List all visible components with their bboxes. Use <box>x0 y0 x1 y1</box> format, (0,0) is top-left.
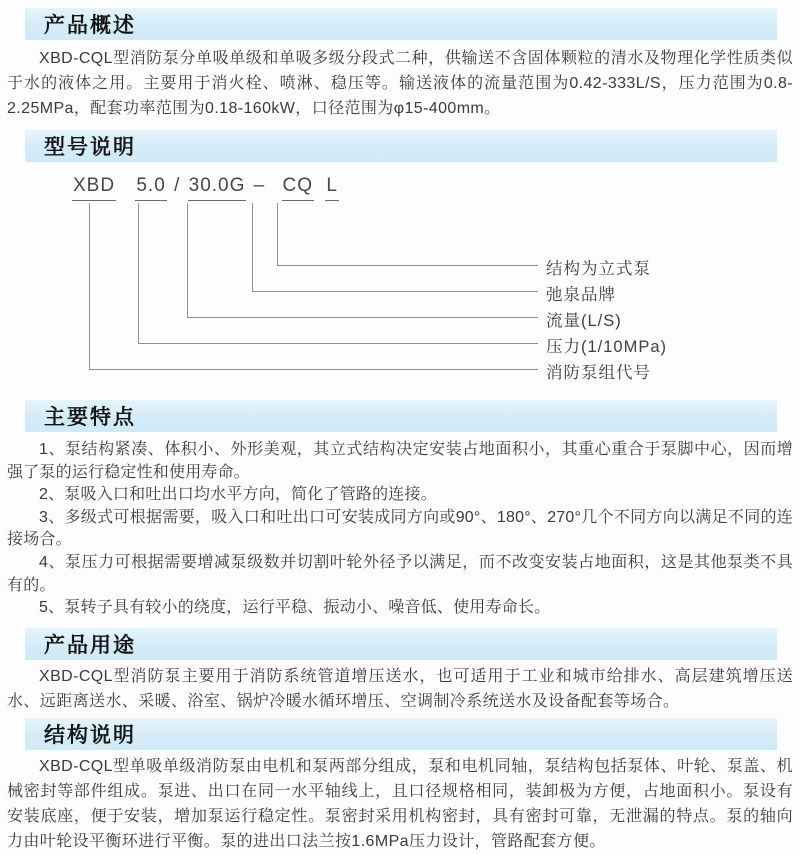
usage-paragraph: XBD-CQL型消防泵主要用于消防系统管道增压送水，也可适用于工业和城市给排水、高层建筑增压送水、远距离送水、采暖、浴室、锅炉冷暖水循环增压、空调制冷系统送水及设备配套等场合。 <box>7 668 793 710</box>
section-header-model <box>25 130 777 162</box>
model-segment-pressure: 5.0 <box>135 175 166 201</box>
diagram-horizontal-line <box>89 369 538 370</box>
feature-item-5: 5、泵转子具有较小的绕度，运行平稳、振动小、噪音低、使用寿命长。 <box>39 599 551 617</box>
feature-item-2: 2、泵吸入口和吐出口均水平方向，简化了管路的连接。 <box>39 486 437 504</box>
section-title-overview: 产品概述 <box>44 14 136 37</box>
section-title-features: 主要特点 <box>44 406 136 429</box>
diagram-label: 结构为立式泵 <box>546 260 651 278</box>
section-header-usage <box>25 628 777 660</box>
diagram-vertical-line <box>138 203 139 343</box>
feature-item-1: 1、泵结构紧凑、体积小、外形美观，其立式结构决定安装占地面积小，其重心重合于泵脚中心，因而增强了泵的运行稳定性和使用寿命。 <box>7 441 793 481</box>
diagram-horizontal-line <box>138 343 538 344</box>
model-segment-type: L <box>325 175 339 201</box>
model-code-diagram <box>0 170 800 402</box>
diagram-label: 流量(L/S) <box>546 312 622 330</box>
diagram-horizontal-line <box>187 317 538 318</box>
feature-item-4: 4、泵压力可根据需要增减泵级数并切割叶轮外径予以满足，而不改变安装占地面积，这是其他泵类不具有的。 <box>7 553 793 594</box>
overview-paragraph: XBD-CQL型消防泵分单吸单级和单吸多级分段式二种，供输送不含固体颗粒的清水及物理化学性质类似于水的液体之用。主要用于消火栓、喷淋、稳压等。输送液体的流量范围为0.42-333L/S，压力范围为0.8-2.25MPa，配套功率范围为0.18-160kW，口径范围为φ15-400mm。 <box>7 50 793 117</box>
section-header-overview <box>25 8 777 40</box>
diagram-label: 消防泵组代号 <box>546 364 651 382</box>
diagram-vertical-line <box>187 203 188 317</box>
features-list <box>7 439 793 620</box>
model-segment-slash: / <box>174 175 181 196</box>
model-segment-flow: 30.0G <box>188 175 247 201</box>
model-code <box>72 175 339 201</box>
diagram-horizontal-line <box>277 265 538 266</box>
section-header-structure <box>25 718 777 750</box>
diagram-vertical-line <box>89 203 90 369</box>
model-segment-dash: – <box>253 175 266 196</box>
structure-paragraph: XBD-CQL型单吸单级消防泵由电机和泵两部分组成，泵和电机同轴，泵结构包括泵体、叶轮、泵盖、机械密封等部件组成。泵进、出口在同一水平轴线上，且口径规格相同，装卸极为方便，占地面积小。泵设有安装底座，便于安装，增加泵运行稳定性。泵密封采用机构密封，具有密封可靠，无泄漏的特点。泵的轴向力由叶轮设平衡环进行平衡。泵的进出口法兰按1.6MPa压力设计，管路配套方便。 <box>7 758 793 850</box>
model-segment-pump-code: XBD <box>72 175 116 201</box>
diagram-horizontal-line <box>252 291 538 292</box>
diagram-label: 弛泉品牌 <box>546 286 616 304</box>
model-segment-brand: CQ <box>282 175 315 201</box>
section-title-model: 型号说明 <box>44 136 136 159</box>
section-header-features <box>25 400 777 432</box>
feature-item-3: 3、多级式可根据需要，吸入口和吐出口可安装成同方向或90°、180°、270°几个不同方向以满足不同的连接场合。 <box>7 508 793 549</box>
diagram-vertical-line <box>277 203 278 265</box>
section-title-usage: 产品用途 <box>44 634 136 657</box>
section-title-structure: 结构说明 <box>44 724 136 747</box>
diagram-vertical-line <box>252 203 253 291</box>
diagram-label: 压力(1/10MPa) <box>546 338 668 356</box>
